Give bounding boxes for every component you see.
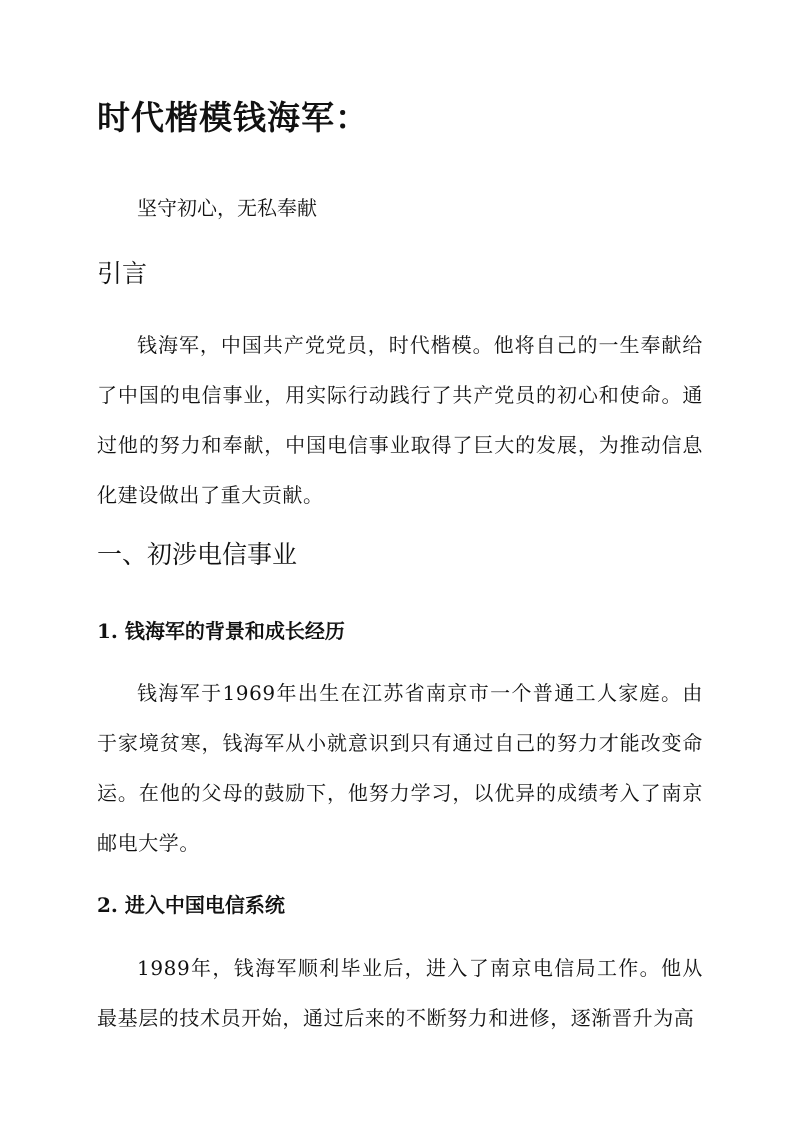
intro-paragraph: 钱海军，中国共产党党员，时代楷模。他将自己的一生奉献给了中国的电信事业，用实际行动践行了共产党员的初心和使命。通过他的努力和奉献，中国电信事业取得了巨大的发展，为推动信息化建设做出了重大贡献。 [97, 333, 703, 507]
subsection-1-heading: 1. 钱海军的背景和成长经历 [97, 619, 345, 643]
intro-heading: 引言 [97, 259, 148, 288]
document-subtitle: 坚守初心，无私奉献 [137, 196, 317, 220]
section-1-heading: 一、初涉电信事业 [97, 540, 298, 569]
subsection-2-heading: 2. 进入中国电信系统 [97, 893, 285, 917]
subsection-2-paragraph: 1989年，钱海军顺利毕业后，进入了南京电信局工作。他从最基层的技术员开始，通过后来的不断努力和进修，逐渐晋升为高 [97, 956, 703, 1030]
subsection-1-paragraph: 钱海军于1969年出生在江苏省南京市一个普通工人家庭。由于家境贫寒，钱海军从小就意识到只有通过自己的努力才能改变命运。在他的父母的鼓励下，他努力学习，以优异的成绩考入了南京邮电大学。 [97, 681, 703, 855]
document-title: 时代楷模钱海军： [97, 98, 369, 137]
